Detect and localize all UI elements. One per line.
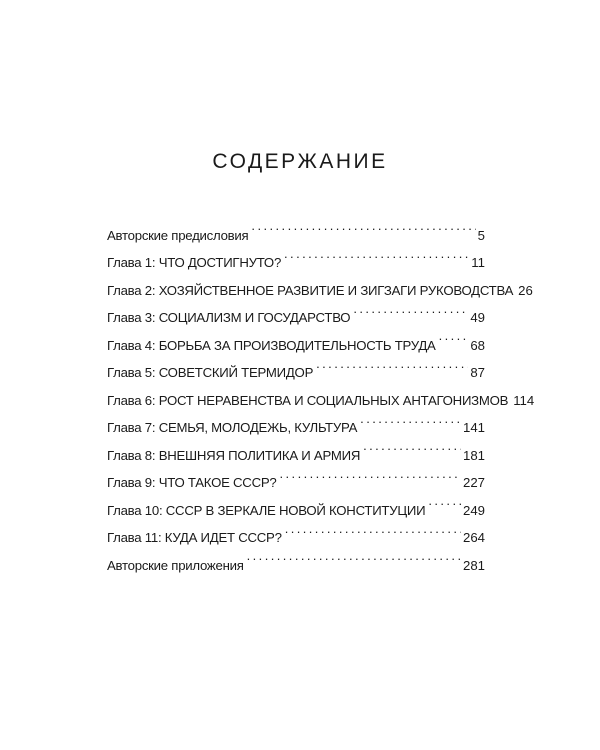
toc-dot-leader [280, 460, 461, 488]
toc-entry-label: Глава 3: СОЦИАЛИЗМ И ГОСУДАРСТВО [107, 310, 351, 325]
page-title: СОДЕРЖАНИЕ [212, 150, 388, 173]
toc-entry-label: Глава 2: ХОЗЯЙСТВЕННОЕ РАЗВИТИЕ И ЗИГЗАГИ РУКОВОДСТВА [107, 282, 514, 298]
toc-entry-page: 26 [518, 282, 533, 298]
toc-entry-label: Глава 11: КУДА ИДЕТ СССР? [107, 530, 282, 545]
toc-entry-page: 227 [462, 475, 485, 490]
toc-dot-leader [285, 515, 461, 543]
table-of-contents [107, 212, 535, 573]
toc-dot-leader [353, 295, 468, 323]
toc-entry-label: Авторские предисловия [107, 227, 249, 243]
toc-dot-leader [439, 322, 469, 350]
toc-entry-page: 5 [477, 227, 485, 243]
toc-entry-page: 249 [462, 502, 485, 518]
toc-entry-page: 49 [470, 310, 485, 325]
toc-entry [107, 212, 485, 243]
toc-entry-page: 141 [462, 420, 485, 435]
toc-entry-label: Глава 7: СЕМЬЯ, МОЛОДЕЖЬ, КУЛЬТУРА [107, 420, 358, 435]
toc-dot-leader [363, 432, 461, 460]
toc-entry-label: Глава 5: СОВЕТСКИЙ ТЕРМИДОР [107, 365, 314, 380]
toc-entry-page: 87 [470, 365, 485, 380]
toc-entry-page: 281 [462, 557, 485, 573]
toc-entry-label: Глава 4: БОРЬБА ЗА ПРОИЗВОДИТЕЛЬНОСТЬ ТРУДА [107, 337, 436, 353]
toc-entry-label: Глава 10: СССР В ЗЕРКАЛЕ НОВОЙ КОНСТИТУЦИИ [107, 502, 426, 518]
toc-entry-page: 11 [471, 255, 485, 270]
toc-dot-leader [360, 405, 461, 433]
toc-dot-leader [247, 542, 461, 570]
toc-entry-page: 68 [470, 337, 485, 353]
toc-entry-page: 114 [513, 392, 535, 408]
toc-dot-leader [251, 212, 475, 240]
toc-entry-page: 264 [462, 530, 485, 545]
toc-entry-label: Глава 9: ЧТО ТАКОЕ СССР? [107, 475, 277, 490]
toc-entry-label: Глава 1: ЧТО ДОСТИГНУТО? [107, 255, 282, 270]
toc-entry-label: Глава 6: РОСТ НЕРАВЕНСТВА И СОЦИАЛЬНЫХ АНТАГОНИЗМОВ [107, 392, 509, 408]
toc-entry-label: Глава 8: ВНЕШНЯЯ ПОЛИТИКА И АРМИЯ [107, 447, 361, 463]
toc-entry-label: Авторские приложения [107, 557, 244, 573]
toc-dot-leader [428, 487, 461, 515]
toc-dot-leader [284, 240, 469, 268]
toc-entry-page: 181 [462, 447, 485, 463]
toc-dot-leader [316, 350, 468, 378]
